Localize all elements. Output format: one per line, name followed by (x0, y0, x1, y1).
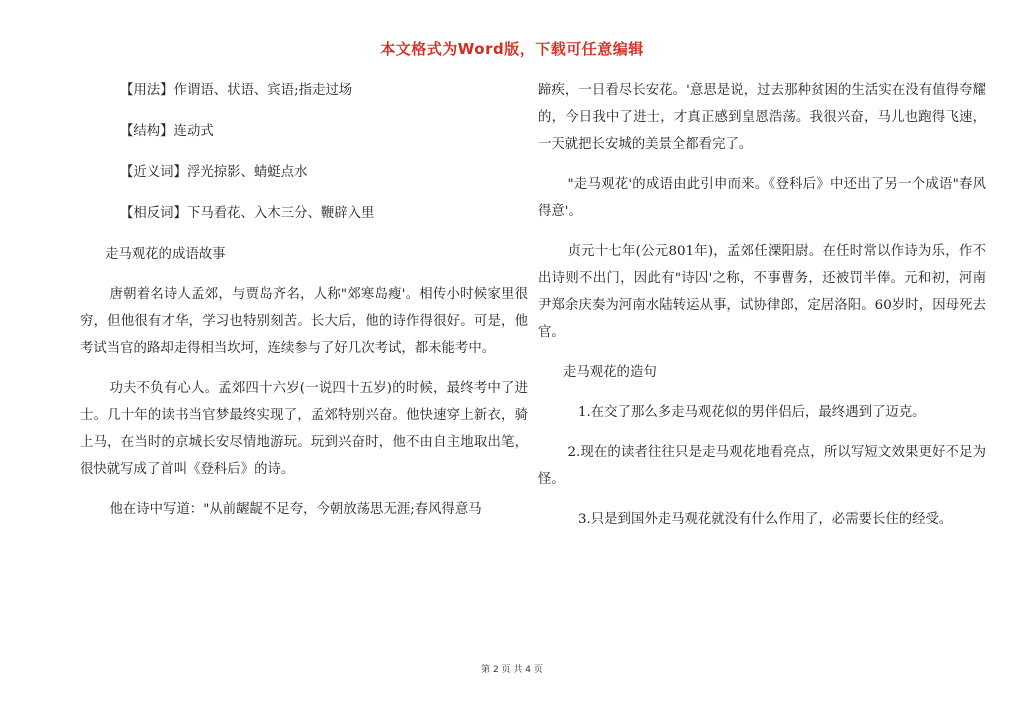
story-paragraph-2: 功夫不负有心人。孟郊四十六岁(一说四十五岁)的时候，最终考中了进士。几十年的读书当官梦最终实现了，孟郊特别兴奋。他快速穿上新衣，骑上马，在当时的京城长安尽情地游玩。玩到兴奋时，他不由自主地取出笔，很快就写成了首叫《登科后》的诗。 (80, 381, 528, 477)
story-heading: 走马观花的成语故事 (105, 247, 226, 262)
example-sentence-3: 3.只是到国外走马观花就没有什么作用了，必需要长住的经受。 (578, 512, 953, 527)
usage-line: 【用法】作谓语、状语、宾语;指走过场 (120, 83, 353, 98)
examples-heading: 走马观花的造句 (563, 365, 657, 380)
story-paragraph-3: 他在诗中写道："从前龌龊不足夸，今朝放荡思无涯;春风得意马 (109, 502, 482, 517)
page-number: 第 2 页 共 4 页 (481, 665, 543, 675)
story-paragraph-1: 唐朝着名诗人孟郊，与贾岛齐名，人称"郊寒岛瘦'。相传小时候家里很穷，但他很有才华，学习也特别刻苦。长大后，他的诗作得很好。可是，他考试当官的路却走得相当坎坷，连续参与了好几次考试，都未能考中。 (80, 287, 528, 356)
example-sentence-2: 2.现在的读者往往只是走马观花地看亮点，所以写短文效果更好不足为怪。 (538, 445, 986, 487)
right-column (538, 77, 986, 533)
story-paragraph-3-continued: 蹄疾，一日看尽长安花。'意思是说，过去那种贫困的生活实在没有值得夸耀的，今日我中了进士，才真正感到皇恩浩荡。我很兴奋，马儿也跑得飞速，一天就把长安城的美景全都看完了。 (538, 83, 986, 152)
left-column (80, 77, 528, 523)
origin-paragraph: "走马观花'的成语由此引申而来。《登科后》中还出了另一个成语"春风得意'。 (538, 177, 986, 219)
biography-paragraph: 贞元十七年(公元801年)，孟郊任溧阳尉。在任时常以作诗为乐，作不出诗则不出门，因此有"诗囚'之称，不事曹务，还被罚半俸。元和初，河南尹郑余庆奏为河南水陆转运从事，试协律郎，定居洛阳。60岁时，因母死去官。 (538, 244, 986, 340)
structure-line: 【结构】连动式 (120, 124, 214, 139)
document-banner: 本文格式为Word版，下载可任意编辑 (380, 40, 644, 58)
antonyms-line: 【相反词】下马看花、入木三分、鞭辟入里 (120, 206, 375, 221)
synonyms-line: 【近义词】浮光掠影、蜻蜓点水 (120, 165, 308, 180)
example-sentence-1: 1.在交了那么多走马观花似的男伴侣后，最终遇到了迈克。 (578, 405, 926, 420)
